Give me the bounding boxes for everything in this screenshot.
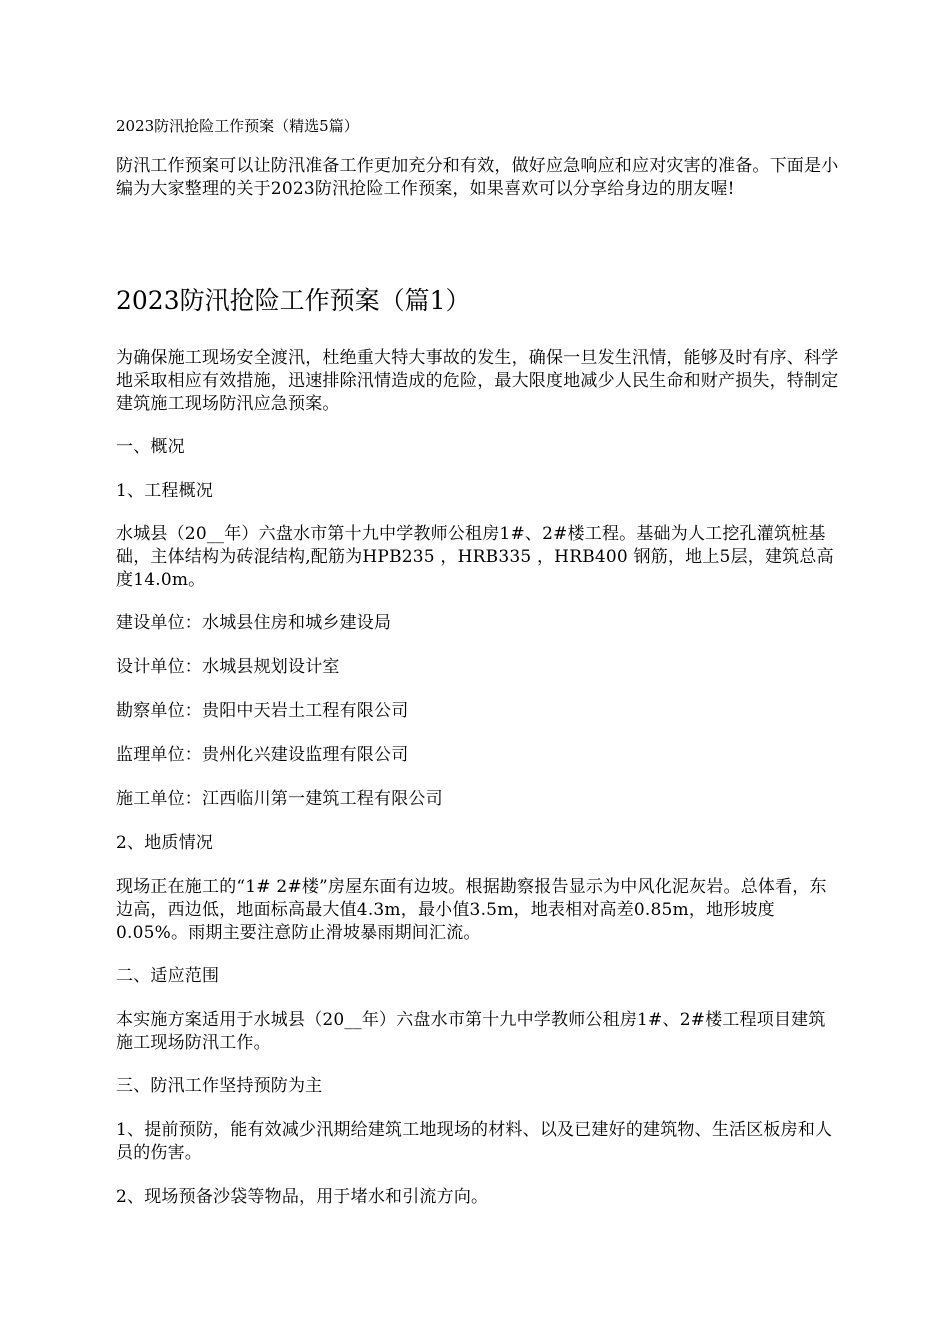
paragraph-prevention-1: 1、提前预防，能有效减少汛期给建筑工地现场的材料、以及已建好的建筑物、生活区板房和人员的伤害。 [116, 1120, 833, 1163]
section-heading: 2023防汛抢险工作预案（篇1） [116, 286, 471, 315]
paragraph-scope: 本实施方案适用于水城县（20__年）六盘水市第十九中学教师公租房1#、2#楼工程项目建筑施工现场防汛工作。 [116, 1010, 826, 1053]
heading-overview: 一、概况 [116, 437, 185, 457]
heading-geology: 2、地质情况 [116, 833, 214, 853]
intro-paragraph: 防汛工作预案可以让防汛准备工作更加充分和有效，做好应急响应和应对灾害的准备。下面是小编为大家整理的关于2023防汛抢险工作预案，如果喜欢可以分享给身边的朋友喔! [116, 156, 839, 199]
paragraph-design-unit: 设计单位：水城县规划设计室 [116, 657, 340, 677]
paragraph-builder-unit: 施工单位：江西临川第一建筑工程有限公司 [116, 789, 443, 809]
heading-prevention: 三、防汛工作坚持预防为主 [116, 1076, 323, 1096]
heading-scope: 二、适应范围 [116, 966, 220, 986]
paragraph-prevention-2: 2、现场预备沙袋等物品，用于堵水和引流方向。 [116, 1187, 489, 1207]
paragraph-purpose: 为确保施工现场安全渡汛，杜绝重大特大事故的发生，确保一旦发生汛情，能够及时有序、科学地采取相应有效措施，迅速排除汛情造成的危险，最大限度地减少人民生命和财产损失，特制定建筑施工现场防汛应急预案。 [116, 348, 839, 414]
paragraph-supervision-unit: 监理单位：贵州化兴建设监理有限公司 [116, 745, 409, 765]
document-title: 2023防汛抢险工作预案（精选5篇） [116, 117, 359, 135]
paragraph-survey-unit: 勘察单位：贵阳中天岩土工程有限公司 [116, 701, 409, 721]
paragraph-geology: 现场正在施工的“1# 2#楼”房屋东面有边坡。根据勘察报告显示为中风化泥灰岩。总体看，东边高，西边低，地面标高最大值4.3m，最小值3.5m，地表相对高差0.85m，地形坡度0.05%。雨期主要注意防止滑坡暴雨期间汇流。 [116, 877, 827, 943]
paragraph-construction-unit: 建设单位：水城县住房和城乡建设局 [116, 613, 392, 633]
heading-project-overview: 1、工程概况 [116, 481, 214, 501]
paragraph-project-description: 水城县（20__年）六盘水市第十九中学教师公租房1#、2#楼工程。基础为人工挖孔灌筑桩基础，主体结构为砖混结构,配筋为HPB235 ，HRB335 ，HRB400 钢筋，地上5层，建筑总高度14.0m。 [116, 524, 834, 590]
